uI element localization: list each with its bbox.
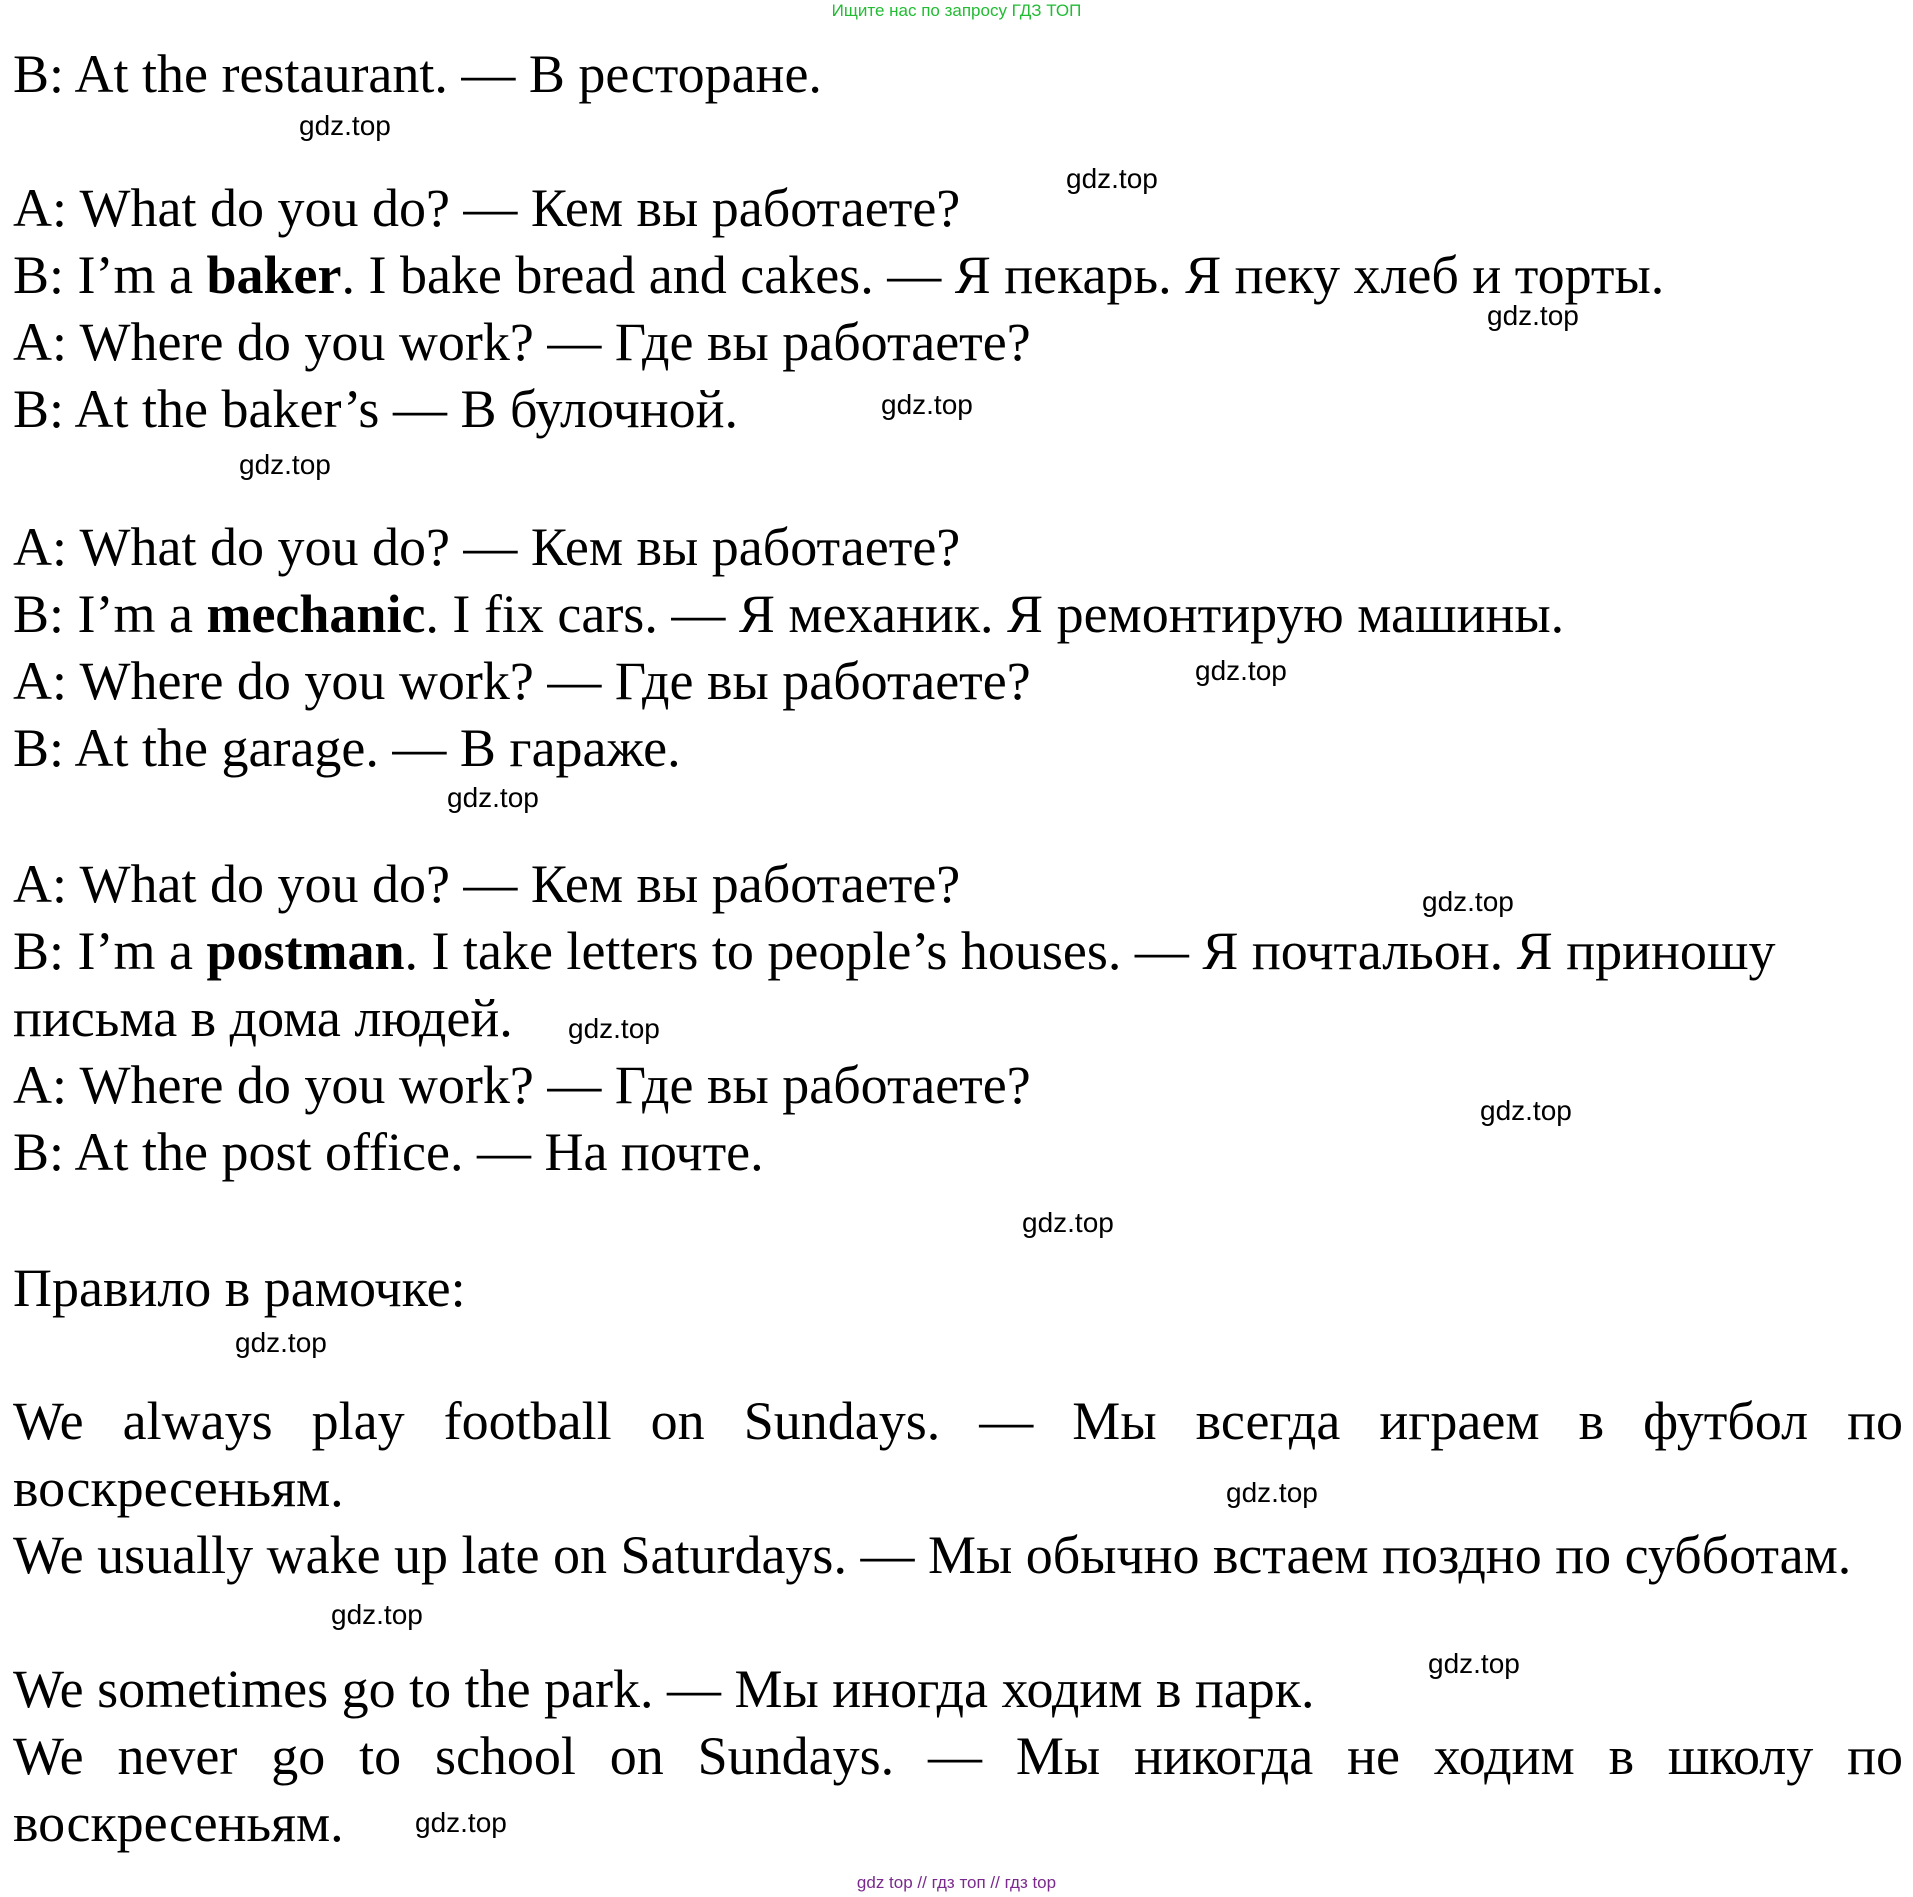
dialogue-line — [13, 919, 1903, 983]
rule-sentence: We never go to school on Sundays. — Мы никогда не ходим в школу по воскресеньям. — [13, 1726, 1903, 1853]
watermark: gdz.top — [1195, 655, 1287, 686]
watermark: gdz.top — [235, 1327, 327, 1358]
line-prefix: B: I’m a — [13, 921, 207, 981]
rule-sentence: We always play football on Sundays. — Мы всегда играем в футбол по воскресеньям. — [13, 1391, 1903, 1518]
dialogue-line: A: Where do you work? — Где вы работаете? — [13, 1055, 1031, 1115]
watermark: gdz.top — [299, 110, 391, 141]
watermark: gdz.top — [331, 1599, 423, 1630]
watermark: gdz.top — [1022, 1207, 1114, 1238]
watermark: gdz.top — [415, 1807, 507, 1838]
rule-heading: Правило в рамочке: — [13, 1258, 466, 1318]
dialogue-line: A: What do you do? — Кем вы работаете? — [13, 517, 961, 577]
dialogue-line: B: At the restaurant. — В ресторане. — [13, 44, 822, 104]
dialogue-line — [13, 243, 1664, 307]
rule-sentence: We sometimes go to the park. — Мы иногда ходим в парк. — [13, 1659, 1315, 1719]
watermark: gdz.top — [1066, 163, 1158, 194]
dialogue-line: A: Where do you work? — Где вы работаете? — [13, 312, 1031, 372]
line-suffix: . I bake bread and cakes. — Я пекарь. Я пеку хлеб и торты. — [341, 245, 1665, 305]
line-prefix: B: I’m a — [13, 584, 207, 644]
line-suffix: . I fix cars. — Я механик. Я ремонтирую машины. — [425, 584, 1565, 644]
header-note: Ищите нас по запросу ГДЗ ТОП — [831, 1, 1082, 20]
watermark: gdz.top — [1226, 1477, 1318, 1508]
profession-word: mechanic — [206, 584, 426, 644]
line-prefix: B: I’m a — [13, 245, 207, 305]
footer-note: gdz top // гдз топ // гдз top — [856, 1873, 1057, 1892]
watermark: gdz.top — [1422, 886, 1514, 917]
rule-sentence: We usually wake up late on Saturdays. — Мы обычно встаем поздно по субботам. — [13, 1525, 1852, 1585]
watermark: gdz.top — [447, 782, 539, 813]
watermark: gdz.top — [239, 449, 331, 480]
profession-word: baker — [206, 245, 342, 305]
dialogue-line: A: Where do you work? — Где вы работаете? — [13, 651, 1031, 711]
dialogue-line: B: At the garage. — В гараже. — [13, 718, 681, 778]
line-suffix: . I take letters to people’s houses. — Я почтальон. Я приношу — [404, 921, 1776, 981]
dialogue-line: B: At the baker’s — В булочной. — [13, 379, 739, 439]
dialogue-line: A: What do you do? — Кем вы работаете? — [13, 178, 961, 238]
dialogue-line: A: What do you do? — Кем вы работаете? — [13, 854, 961, 914]
watermark: gdz.top — [1480, 1095, 1572, 1126]
watermark: gdz.top — [1487, 300, 1579, 331]
watermark: gdz.top — [881, 389, 973, 420]
profession-word: postman — [206, 921, 405, 981]
dialogue-line — [13, 582, 1564, 646]
watermark: gdz.top — [1428, 1648, 1520, 1679]
dialogue-line: B: At the post office. — На почте. — [13, 1122, 764, 1182]
watermark: gdz.top — [568, 1013, 660, 1044]
dialogue-line: письма в дома людей. — [13, 988, 513, 1048]
